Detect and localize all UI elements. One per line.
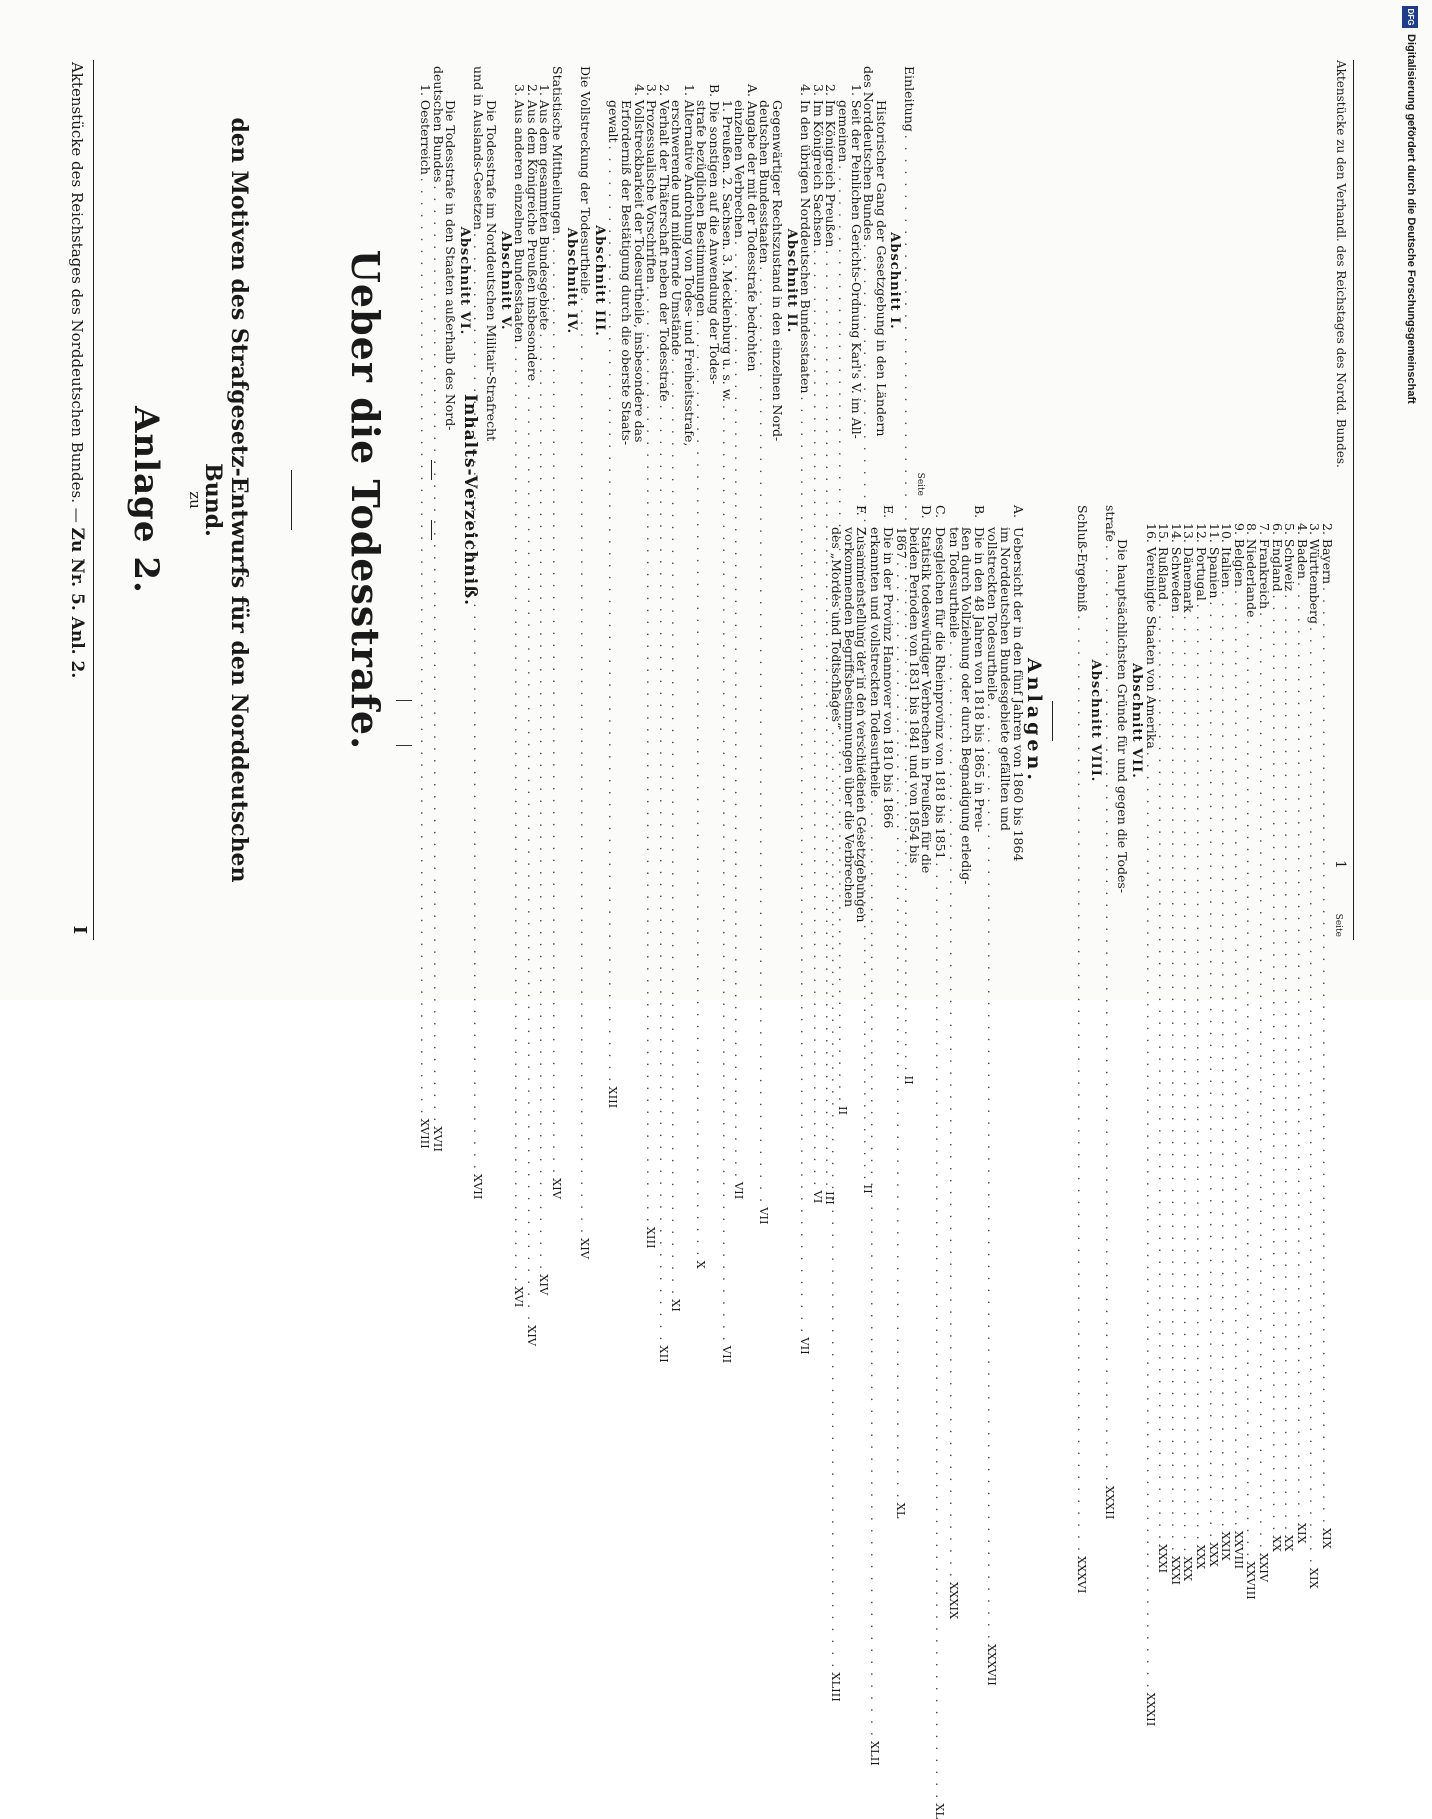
anlage-line xyxy=(972,505,985,937)
anlage-line-text: Die in den 48 Jahren von 1818 bis 1865 in Preu- xyxy=(971,527,987,833)
anlage-page-number: XXXIX xyxy=(946,1581,961,1620)
leader-dots xyxy=(1320,587,1333,1525)
toc-page-number: XXXI xyxy=(1156,1544,1171,1574)
toc-entry[interactable] xyxy=(798,66,814,1355)
anlage-line-text: ßen durch Vollziehung oder durch Begnadigung erledig- xyxy=(959,527,975,885)
leader-dots xyxy=(579,297,592,1235)
anlage-line-text: Desgleichen für die Rheinprovinz von 1818 bis 1851 xyxy=(932,527,948,860)
toc-page-number: II xyxy=(836,1105,851,1116)
toc-page-number: XXX xyxy=(1206,1542,1221,1567)
toc-heading: Inhalts-Verzeichniß. xyxy=(460,393,480,607)
anlage-line xyxy=(907,505,920,937)
toc-line-text: Historischer Gang der Gesetzgebung in den Ländern xyxy=(873,100,889,437)
toc-page-number: XX xyxy=(1282,1535,1297,1552)
toc-entry[interactable] xyxy=(656,66,672,1363)
toc-entry-text: 2. Im Königreich Preußen xyxy=(823,84,839,248)
anlage-line-text: Statistik todeswürdiger Verbrechen in Preußen für die xyxy=(919,527,935,874)
leader-dots xyxy=(1295,582,1308,1520)
toc-entry-text: Statistische Mittheilungen xyxy=(549,66,565,235)
toc-entry[interactable] xyxy=(1320,505,1335,1549)
toc-line-text: Die hauptsächlichsten Gründe für und gegen die Todes- xyxy=(1115,539,1131,894)
toc-entry-text: erschwerende und mildernde Umstände xyxy=(669,100,685,356)
toc-entry-text: und in Auslands-Gesetzen xyxy=(471,66,487,230)
running-header xyxy=(67,62,90,934)
toc-entry-text: 4. In den übrigen Norddeutschen Bundesstaaten xyxy=(798,84,814,394)
header-page-number: I xyxy=(69,925,90,934)
toc-entry-text: 10. Italien xyxy=(1219,523,1235,588)
anlage-letter: C. xyxy=(932,505,948,519)
toc-entry-text: 1. Oesterreich xyxy=(418,84,434,175)
toc-entry[interactable] xyxy=(549,66,565,1200)
leader-dots xyxy=(1103,545,1116,1483)
anlage-line-text: im Norddeutschen Bundesgebiete gefällten und xyxy=(997,527,1013,831)
anlage-line-text: beiden Perioden von 1831 bis 1841 und von 1854 bis xyxy=(906,527,922,864)
leader-dots xyxy=(1232,590,1245,1528)
anlagen-title: Anlagen. xyxy=(1023,658,1046,784)
toc-entry-text: 3. Württemberg xyxy=(1307,523,1323,624)
toc-page-number: XXX xyxy=(1181,1556,1196,1582)
toc-page-number: XVI xyxy=(512,1286,527,1308)
toc-page-number: X xyxy=(694,1260,709,1269)
toc-entry-text: 4. Baden xyxy=(1294,523,1310,579)
main-title: Ueber die Todesstrafe. xyxy=(343,249,388,751)
toc-entry-text: 2. Verhalt der Thäterschaft neben der Todesstrafe xyxy=(656,84,672,402)
toc-page-number: VII xyxy=(757,1207,772,1225)
anlage-line xyxy=(932,505,948,1819)
toc-entry-text: des Norddeutschen Bundes xyxy=(861,66,877,241)
toc-page-number: VII xyxy=(732,1181,747,1200)
anlage-page-number: XLIII xyxy=(829,1672,844,1702)
toc-entry-text: 3. Aus anderen einzelnen Bundesstaaten xyxy=(512,84,528,343)
toc-entry-text: 8. Niederlande xyxy=(1244,523,1260,618)
toc-page-number: XI xyxy=(669,1299,684,1312)
toc-line-text: Die Todesstrafe in den Staaten außerhalb des Nord- xyxy=(443,100,459,431)
leader-dots xyxy=(830,731,843,1669)
motive-title: den Motiven des Strafgesetz-Entwurfs für den Norddeutschen Bund. xyxy=(200,117,252,883)
toc-page-number: XX xyxy=(1269,1535,1284,1552)
leader-dots xyxy=(472,233,485,1171)
toc-page-number: XIV xyxy=(537,1274,552,1296)
toc-right-column xyxy=(829,505,1343,1819)
section-heading: Abschnitt III. xyxy=(591,225,607,337)
toc-entry-text: gewalt xyxy=(606,100,622,143)
section-heading: Abschnitt VII. xyxy=(1129,663,1145,779)
toc-line-text: Gegenwärtiger Rechtszustand in den einzelnen Nord- xyxy=(770,100,786,442)
zu-label: zu xyxy=(186,491,204,509)
anlage-letter: E. xyxy=(880,505,896,519)
anlage-line-text: vorkommenden Begriffsbestimmungen über die Verbrechen xyxy=(841,527,857,908)
anlage-page-number: XL xyxy=(932,1803,947,1819)
toc-entry-text: 2. Bayern xyxy=(1320,523,1335,585)
leader-dots xyxy=(525,384,538,1322)
toc-page-number: XXXVI xyxy=(1074,1555,1089,1594)
seite-label: Seite xyxy=(915,472,925,496)
toc-page-number: XIV xyxy=(524,1325,539,1347)
leader-dots xyxy=(1169,615,1182,1553)
anlage-entry[interactable] xyxy=(868,505,896,1766)
toc-entry[interactable] xyxy=(1143,505,1159,1727)
toc-line xyxy=(682,66,695,496)
footer-text: Aktenstücke zu den Verhandl. des Reichstages des Nordd. Bundes. xyxy=(1334,60,1348,468)
toc-page-number: XIX xyxy=(1307,1567,1322,1589)
toc-page-number: XIV xyxy=(549,1178,564,1200)
toc-page-number: XVII xyxy=(471,1173,486,1200)
anlage-line xyxy=(829,505,845,1702)
anlage-entry[interactable] xyxy=(932,505,948,1819)
toc-page-number: XVIII xyxy=(418,1118,433,1149)
anlage-line xyxy=(998,505,1011,937)
toc-page-number: XXVIII xyxy=(1231,1530,1246,1570)
toc-line-text: 1. Alternative Androhung von Todes- und Freiheitsstrafe, xyxy=(681,84,697,447)
anlage-line-text: Zusammenstellung der in den verschiedenen Gesetzgebungen xyxy=(854,527,870,923)
toc-page-number: XIX xyxy=(1294,1522,1309,1544)
toc-entry-text: 16. Vereinigte Staaten von Amerika xyxy=(1143,523,1159,749)
leader-dots xyxy=(895,562,908,1500)
toc-page-number: XIX xyxy=(1320,1527,1334,1549)
dfg-logo: DFG xyxy=(1402,6,1418,28)
anlage-line xyxy=(842,505,855,937)
toc-line-text: B. Die sonstigen auf die Anwendung der Todes- xyxy=(707,84,723,385)
toc-entry-text: einzelnen Verbrechen xyxy=(732,100,748,239)
leader-dots xyxy=(513,345,526,1283)
toc-entry-text: 9. Belgien xyxy=(1231,523,1247,587)
header-left-text: Aktenstücke des Reichstages des Norddeutschen Bundes. — xyxy=(68,62,86,523)
toc-page-number: XII xyxy=(656,1345,671,1363)
toc-page-number: XXXII xyxy=(1102,1485,1117,1520)
gutter-mark xyxy=(396,745,412,746)
toc-page-number: VI xyxy=(810,1190,825,1204)
leader-dots xyxy=(607,146,620,1084)
toc-entry-text: 5. Schweiz xyxy=(1282,523,1298,592)
toc-page-number: XXIX xyxy=(1219,1531,1234,1561)
toc-page-number: XIII xyxy=(606,1086,621,1109)
footer-rule xyxy=(1353,60,1354,940)
anlage-letter: B. xyxy=(971,505,987,519)
section-heading: Abschnitt VI. xyxy=(456,226,472,336)
leader-dots xyxy=(1194,604,1207,1542)
toc-entry[interactable] xyxy=(1074,505,1090,1594)
toc-page-number: XVII xyxy=(430,1126,445,1152)
toc-entry-text: 7. Frankreich xyxy=(1257,523,1273,610)
toc-page-number: XXXI xyxy=(1168,1555,1183,1585)
toc-entry[interactable] xyxy=(512,66,528,1308)
anlage-page-number: XLII xyxy=(868,1740,882,1766)
toc-entry-text: 3. Prozessualische Vorschriften xyxy=(644,84,660,283)
anlage-page-number: XL xyxy=(894,1502,909,1519)
leader-dots xyxy=(1144,752,1157,1690)
toc-entry-text: 6. England xyxy=(1269,523,1285,592)
toc-line-text: 4. Vollstreckbarkeit der Todesurtheile, insbesondere das xyxy=(631,84,647,443)
leader-dots xyxy=(947,641,960,1579)
leader-dots xyxy=(1075,615,1088,1553)
toc-page-number: XXXII xyxy=(1143,1692,1158,1727)
toc-entry[interactable] xyxy=(1257,505,1273,1583)
toc-page-number: II xyxy=(902,1075,916,1085)
toc-entry-text: deutschen Bundesstaaten xyxy=(757,100,773,264)
toc-entry[interactable] xyxy=(471,66,487,1200)
digitization-note: Digitalisierung gefördert durch die Deutsche Forschungsgemeinschaft xyxy=(1405,34,1417,404)
leader-dots xyxy=(657,405,670,1343)
toc-entry[interactable] xyxy=(1102,505,1118,1520)
toc-page-number: VII xyxy=(719,1345,734,1364)
toc-entry-text: 13. Dänemark xyxy=(1181,523,1197,613)
leader-dots xyxy=(418,178,431,1116)
toc-page-number: XXVIII xyxy=(1244,1561,1259,1600)
toc-entry-text: 1. Aus dem gesammten Bundesgebiete xyxy=(537,84,553,331)
toc-line-text: 1. Seit der Peinlichen Gerichts-Ordnung Karl's V. im All- xyxy=(848,84,864,439)
anlage-letter: F. xyxy=(854,505,870,516)
toc-page-number: XXX xyxy=(1194,1544,1209,1570)
leader-dots xyxy=(695,320,708,1258)
anlage-line-text: erkannten und vollstreckten Todesurtheile xyxy=(868,527,883,798)
toc-line xyxy=(619,66,632,496)
leader-dots xyxy=(550,237,563,1175)
toc-entry-text: gemeinen xyxy=(836,100,852,163)
title-divider xyxy=(291,470,292,530)
toc-line-text: Die Todesstrafe im Norddeutschen Militair-Strafrecht xyxy=(484,100,499,442)
toc-line xyxy=(708,66,721,496)
seite-label-right: Seite xyxy=(1333,913,1343,937)
anlage-line-text: des „Mordes und Todtschlages“ xyxy=(829,527,845,729)
toc-entry-text: 2. Aus dem Königreiche Preußen insbesondere xyxy=(524,84,540,382)
anlage-line-text: 1867 xyxy=(894,527,910,559)
toc-entry-text: deutschen Bundes xyxy=(430,66,446,183)
anlage-title: Anlage 2. xyxy=(126,406,166,594)
anlage-line xyxy=(868,505,883,1766)
leader-dots xyxy=(933,862,946,1800)
leader-dots xyxy=(986,703,999,1641)
leader-dots xyxy=(1257,612,1270,1550)
anlage-line xyxy=(985,505,1001,1686)
toc-page-number: XIV xyxy=(578,1238,593,1260)
anlage-entry[interactable] xyxy=(985,505,1026,1686)
toc-entry-text: 11. Spanien xyxy=(1206,523,1222,599)
anlage-line xyxy=(946,505,962,1620)
anlagen-divider xyxy=(1052,701,1053,741)
toc-entry[interactable] xyxy=(606,66,622,1109)
toc-entry-text: Einleitung xyxy=(902,66,917,132)
anlage-letter: D. xyxy=(919,505,935,519)
toc-page-number: III xyxy=(823,1191,838,1205)
leader-dots xyxy=(720,405,733,1343)
header-rule xyxy=(93,60,94,940)
anlage-page-number: XXXVII xyxy=(985,1643,1000,1686)
toc-entry[interactable] xyxy=(1168,505,1184,1585)
toc-entry-text: 15. Rußland xyxy=(1156,523,1172,601)
anlage-line-text: vollstreckten Todesurtheile xyxy=(985,527,1001,701)
toc-entry[interactable] xyxy=(1231,505,1247,1570)
leader-dots xyxy=(799,396,812,1334)
anlage-line-text: Die in der Provinz Hannover von 1810 bis 1866 xyxy=(880,527,896,829)
toc-entry[interactable] xyxy=(810,66,826,1204)
toc-entry-text: strafe bezüglichen Bestimmungen xyxy=(694,100,710,317)
section-heading: Abschnitt VIII. xyxy=(1088,659,1104,783)
toc-line-text: Erforderniß der Bestätigung durch die oberste Staats- xyxy=(618,100,634,446)
toc-page-number: XXIV xyxy=(1257,1552,1272,1583)
toc-entry-text: 3. Im Königreich Sachsen xyxy=(810,84,826,247)
toc-line-text: A. Angabe der mit der Todesstrafe bedrohten xyxy=(744,84,760,372)
toc-entry-text: strafe xyxy=(1102,505,1118,542)
toc-entry[interactable] xyxy=(578,66,594,1260)
header-document-number: Zu Nr. 5. Anl. 2. xyxy=(67,527,87,679)
anlage-entry[interactable] xyxy=(829,505,870,1702)
toc-entry[interactable] xyxy=(418,66,434,1149)
section-heading: Abschnitt IV. xyxy=(563,227,579,335)
toc-entry-text: 1. Preußen. 2. Sachsen. 3. Mecklenburg u. s. w. xyxy=(719,100,735,402)
section-heading: Abschnitt II. xyxy=(783,228,799,334)
anlage-line-text: Uebersicht der in den fünf Jahren von 1860 bis 1864 xyxy=(1010,527,1026,862)
toc-line xyxy=(874,66,887,496)
leader-dots xyxy=(811,250,824,1188)
leader-dots xyxy=(758,266,771,1204)
toc-entry-text: Die Vollstreckung der Todesurtheile xyxy=(578,66,594,295)
footer-page-number: 1 xyxy=(1332,860,1348,869)
toc-entry[interactable] xyxy=(1194,505,1210,1570)
toc-entry-text: 12. Portugal xyxy=(1194,523,1210,601)
toc-entry[interactable] xyxy=(1294,505,1310,1544)
toc-line xyxy=(484,66,497,496)
anlage-line-text: ten Todesurtheile xyxy=(946,527,962,639)
leader-dots xyxy=(868,800,881,1738)
toc-page-number: VII xyxy=(798,1337,813,1355)
toc-page-number: II xyxy=(861,1184,876,1194)
toc-entry[interactable] xyxy=(524,66,540,1347)
toc-line xyxy=(770,66,786,496)
toc-line xyxy=(745,66,758,496)
toc-page-number: XIII xyxy=(644,1226,659,1249)
gutter-mark xyxy=(396,700,412,701)
section-heading: Abschnitt V. xyxy=(497,231,513,331)
anlage-letter: A. xyxy=(1010,505,1026,519)
anlage-entry[interactable] xyxy=(946,505,987,1620)
section-heading: Abschnitt I. xyxy=(887,232,903,330)
toc-entry-text: 14. Schweden xyxy=(1168,523,1184,613)
toc-entry-text: Schluß-Ergebniß xyxy=(1074,505,1090,613)
